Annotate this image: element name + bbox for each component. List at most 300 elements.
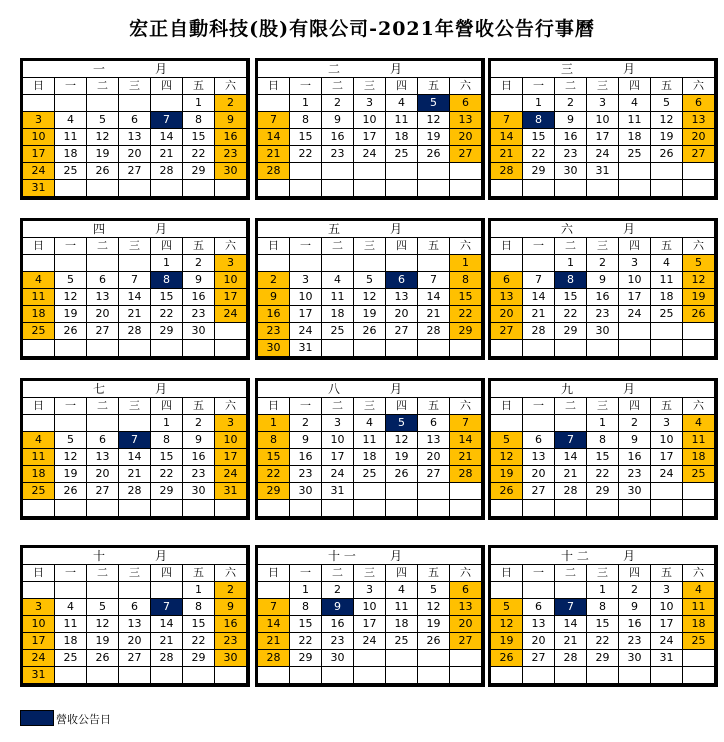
day-cell: 3 [215,415,247,432]
empty-cell [119,340,151,357]
day-cell: 28 [119,483,151,500]
day-cell: 7 [555,599,587,616]
empty-cell [23,95,55,112]
weekday-label: 三 [587,238,619,255]
month-number: 一 [93,62,106,76]
day-cell: 19 [386,449,418,466]
weekday-label: 三 [587,398,619,415]
day-cell: 13 [87,449,119,466]
empty-cell [651,163,683,180]
day-cell: 25 [23,323,55,340]
day-cell: 4 [386,582,418,599]
day-cell: 9 [290,432,322,449]
day-cell: 8 [587,432,619,449]
empty-cell [491,667,523,684]
month-suffix: 月 [623,549,636,563]
empty-cell [683,483,715,500]
empty-cell [354,180,386,197]
month-suffix: 月 [623,222,636,236]
day-cell: 2 [215,582,247,599]
day-cell: 25 [619,146,651,163]
empty-cell [555,582,587,599]
day-cell: 7 [258,112,290,129]
day-cell: 14 [418,289,450,306]
day-cell: 12 [55,449,87,466]
day-cell: 20 [523,466,555,483]
empty-cell [523,667,555,684]
day-cell: 16 [215,129,247,146]
empty-cell [151,95,183,112]
day-cell: 25 [23,483,55,500]
empty-cell [23,582,55,599]
empty-cell [651,340,683,357]
empty-cell [491,180,523,197]
day-cell: 8 [523,112,555,129]
empty-cell [55,180,87,197]
day-cell: 5 [87,599,119,616]
day-cell: 6 [523,599,555,616]
day-cell: 6 [450,95,482,112]
day-cell: 13 [683,112,715,129]
day-cell: 31 [651,650,683,667]
day-cell: 7 [119,432,151,449]
day-cell: 10 [215,432,247,449]
empty-cell [450,650,482,667]
month-number: 四 [93,222,106,236]
day-cell: 19 [418,616,450,633]
empty-cell [215,323,247,340]
day-cell: 2 [587,255,619,272]
day-cell: 2 [258,272,290,289]
day-cell: 18 [683,616,715,633]
day-cell: 24 [290,323,322,340]
day-cell: 10 [587,112,619,129]
day-cell: 12 [354,289,386,306]
day-cell: 19 [418,129,450,146]
weekday-label: 日 [258,238,290,255]
day-cell: 26 [418,633,450,650]
day-cell: 19 [491,633,523,650]
day-cell: 19 [87,633,119,650]
empty-cell [119,582,151,599]
day-cell: 17 [215,289,247,306]
day-cell: 5 [651,95,683,112]
day-cell: 21 [555,466,587,483]
day-cell: 20 [683,129,715,146]
day-cell: 23 [215,146,247,163]
day-cell: 10 [651,599,683,616]
empty-cell [55,500,87,517]
day-cell: 4 [619,95,651,112]
month-calendar-8 [255,378,485,520]
empty-cell [258,667,290,684]
weekday-label: 三 [119,238,151,255]
empty-cell [55,667,87,684]
empty-cell [23,415,55,432]
month-number: 八 [328,382,341,396]
month-header [491,548,715,565]
day-cell: 23 [555,146,587,163]
day-cell: 29 [523,163,555,180]
day-cell: 5 [354,272,386,289]
day-cell: 2 [322,582,354,599]
empty-cell [555,415,587,432]
month-header [258,548,482,565]
day-cell: 21 [119,466,151,483]
day-cell: 6 [87,272,119,289]
weekday-label: 二 [87,78,119,95]
empty-cell [290,163,322,180]
empty-cell [258,95,290,112]
weekday-label: 五 [183,78,215,95]
day-cell: 3 [651,582,683,599]
empty-cell [55,582,87,599]
day-cell: 9 [258,289,290,306]
day-cell: 28 [119,323,151,340]
day-cell: 2 [215,95,247,112]
empty-cell [683,650,715,667]
weekday-label: 六 [683,398,715,415]
weekday-label: 一 [290,398,322,415]
day-cell: 3 [354,95,386,112]
day-cell: 24 [587,146,619,163]
day-cell: 31 [23,180,55,197]
empty-cell [587,667,619,684]
day-cell: 20 [450,129,482,146]
day-cell: 4 [651,255,683,272]
empty-cell [183,500,215,517]
weekday-label: 三 [354,565,386,582]
day-cell: 17 [322,449,354,466]
month-calendar-4 [20,218,250,360]
empty-cell [151,667,183,684]
weekday-label: 三 [354,238,386,255]
empty-cell [418,163,450,180]
day-cell: 19 [683,289,715,306]
empty-cell [491,255,523,272]
empty-cell [491,500,523,517]
weekday-label: 六 [215,398,247,415]
weekday-label: 五 [183,398,215,415]
day-cell: 21 [491,146,523,163]
empty-cell [354,255,386,272]
day-cell: 3 [23,112,55,129]
month-header [258,221,482,238]
month-number: 三 [561,62,574,76]
weekday-label: 四 [619,78,651,95]
weekday-label: 三 [354,78,386,95]
empty-cell [354,340,386,357]
empty-cell [491,340,523,357]
empty-cell [523,582,555,599]
day-cell: 6 [491,272,523,289]
weekday-label: 六 [450,565,482,582]
weekday-label: 六 [683,565,715,582]
day-cell: 12 [55,289,87,306]
empty-cell [651,180,683,197]
empty-cell [151,180,183,197]
day-cell: 26 [55,323,87,340]
weekday-label: 二 [555,238,587,255]
day-cell: 16 [587,289,619,306]
empty-cell [55,415,87,432]
day-cell: 1 [183,582,215,599]
weekday-label: 五 [183,565,215,582]
weekday-label: 六 [450,238,482,255]
day-cell: 21 [258,633,290,650]
day-cell: 13 [87,289,119,306]
weekday-label: 三 [587,565,619,582]
day-cell: 15 [151,449,183,466]
day-cell: 28 [555,483,587,500]
day-cell: 14 [258,616,290,633]
day-cell: 7 [450,415,482,432]
weekday-label: 日 [491,78,523,95]
day-cell: 17 [215,449,247,466]
day-cell: 12 [683,272,715,289]
day-cell: 25 [651,306,683,323]
day-cell: 22 [151,466,183,483]
weekday-label: 五 [418,238,450,255]
empty-cell [619,163,651,180]
empty-cell [55,95,87,112]
weekday-label: 日 [23,398,55,415]
day-cell: 15 [450,289,482,306]
weekday-label: 日 [258,78,290,95]
day-cell: 27 [523,650,555,667]
empty-cell [450,500,482,517]
empty-cell [523,180,555,197]
day-cell: 27 [119,650,151,667]
day-cell: 16 [619,616,651,633]
day-cell: 24 [322,466,354,483]
day-cell: 26 [87,650,119,667]
empty-cell [418,255,450,272]
empty-cell [523,340,555,357]
weekday-label: 四 [151,78,183,95]
day-cell: 13 [450,112,482,129]
day-cell: 24 [354,146,386,163]
day-cell: 4 [354,415,386,432]
day-cell: 30 [258,340,290,357]
day-cell: 26 [491,650,523,667]
day-cell: 30 [183,323,215,340]
day-cell: 14 [151,616,183,633]
day-cell: 8 [183,599,215,616]
day-cell: 25 [386,146,418,163]
day-cell: 17 [23,146,55,163]
weekday-label: 二 [555,398,587,415]
day-cell: 22 [523,146,555,163]
day-cell: 21 [151,633,183,650]
day-cell: 27 [491,323,523,340]
day-cell: 1 [258,415,290,432]
day-cell: 12 [418,112,450,129]
empty-cell [119,255,151,272]
empty-cell [354,650,386,667]
day-cell: 25 [683,633,715,650]
day-cell: 7 [258,599,290,616]
day-cell: 24 [23,163,55,180]
day-cell: 22 [290,146,322,163]
day-cell: 21 [450,449,482,466]
day-cell: 29 [587,483,619,500]
day-cell: 17 [587,129,619,146]
day-cell: 6 [523,432,555,449]
day-cell: 28 [491,163,523,180]
empty-cell [555,667,587,684]
day-cell: 15 [151,289,183,306]
day-cell: 5 [386,415,418,432]
day-cell: 1 [183,95,215,112]
weekday-label: 五 [651,565,683,582]
month-number: 九 [561,382,574,396]
day-cell: 31 [290,340,322,357]
weekday-label: 一 [55,238,87,255]
empty-cell [215,340,247,357]
day-cell: 15 [258,449,290,466]
weekday-label: 二 [322,398,354,415]
weekday-label: 日 [23,565,55,582]
empty-cell [386,500,418,517]
day-cell: 30 [215,163,247,180]
day-cell: 6 [386,272,418,289]
day-cell: 19 [55,466,87,483]
day-cell: 18 [55,633,87,650]
empty-cell [87,500,119,517]
day-cell: 28 [450,466,482,483]
day-cell: 11 [683,432,715,449]
day-cell: 10 [651,432,683,449]
day-cell: 18 [386,129,418,146]
day-cell: 29 [290,650,322,667]
day-cell: 31 [587,163,619,180]
day-cell: 13 [119,129,151,146]
day-cell: 13 [523,616,555,633]
empty-cell [183,667,215,684]
day-cell: 30 [587,323,619,340]
day-cell: 10 [23,129,55,146]
month-suffix: 月 [390,222,403,236]
month-suffix: 月 [390,62,403,76]
day-cell: 9 [587,272,619,289]
day-cell: 25 [683,466,715,483]
day-cell: 6 [418,415,450,432]
day-cell: 20 [491,306,523,323]
day-cell: 6 [87,432,119,449]
empty-cell [119,667,151,684]
day-cell: 28 [258,650,290,667]
empty-cell [55,255,87,272]
day-cell: 12 [87,129,119,146]
empty-cell [386,163,418,180]
weekday-label: 二 [555,78,587,95]
weekday-label: 日 [491,238,523,255]
month-suffix: 月 [390,382,403,396]
day-cell: 16 [183,449,215,466]
day-cell: 4 [683,415,715,432]
day-cell: 8 [555,272,587,289]
weekday-label: 三 [119,398,151,415]
empty-cell [619,323,651,340]
day-cell: 29 [555,323,587,340]
day-cell: 8 [258,432,290,449]
day-cell: 12 [418,599,450,616]
day-cell: 26 [418,146,450,163]
day-cell: 7 [491,112,523,129]
day-cell: 4 [23,432,55,449]
weekday-label: 日 [23,238,55,255]
weekday-label: 二 [322,565,354,582]
empty-cell [87,95,119,112]
day-cell: 11 [386,599,418,616]
day-cell: 3 [651,415,683,432]
day-cell: 5 [55,432,87,449]
weekday-label: 日 [491,565,523,582]
day-cell: 7 [151,599,183,616]
day-cell: 31 [322,483,354,500]
month-calendar-2 [255,58,485,200]
day-cell: 26 [386,466,418,483]
day-cell: 18 [619,129,651,146]
day-cell: 16 [183,289,215,306]
month-calendar-5 [255,218,485,360]
weekday-label: 四 [386,78,418,95]
empty-cell [587,500,619,517]
empty-cell [290,180,322,197]
day-cell: 1 [290,95,322,112]
day-cell: 7 [555,432,587,449]
day-cell: 25 [322,323,354,340]
day-cell: 23 [290,466,322,483]
day-cell: 15 [523,129,555,146]
weekday-label: 五 [651,78,683,95]
empty-cell [619,180,651,197]
weekday-label: 四 [619,398,651,415]
day-cell: 28 [523,323,555,340]
day-cell: 31 [23,667,55,684]
day-cell: 8 [151,272,183,289]
day-cell: 30 [619,483,651,500]
day-cell: 28 [555,650,587,667]
empty-cell [450,180,482,197]
day-cell: 4 [55,112,87,129]
empty-cell [23,500,55,517]
day-cell: 22 [555,306,587,323]
day-cell: 4 [322,272,354,289]
day-cell: 14 [119,449,151,466]
weekday-label: 四 [386,398,418,415]
empty-cell [258,582,290,599]
month-calendar-10 [20,545,250,687]
day-cell: 15 [290,129,322,146]
day-cell: 1 [450,255,482,272]
empty-cell [322,340,354,357]
day-cell: 16 [322,616,354,633]
day-cell: 20 [119,633,151,650]
day-cell: 7 [119,272,151,289]
day-cell: 1 [587,582,619,599]
day-cell: 23 [258,323,290,340]
empty-cell [386,483,418,500]
day-cell: 14 [555,616,587,633]
day-cell: 21 [523,306,555,323]
day-cell: 7 [523,272,555,289]
empty-cell [683,667,715,684]
empty-cell [386,255,418,272]
day-cell: 2 [183,415,215,432]
empty-cell [651,500,683,517]
